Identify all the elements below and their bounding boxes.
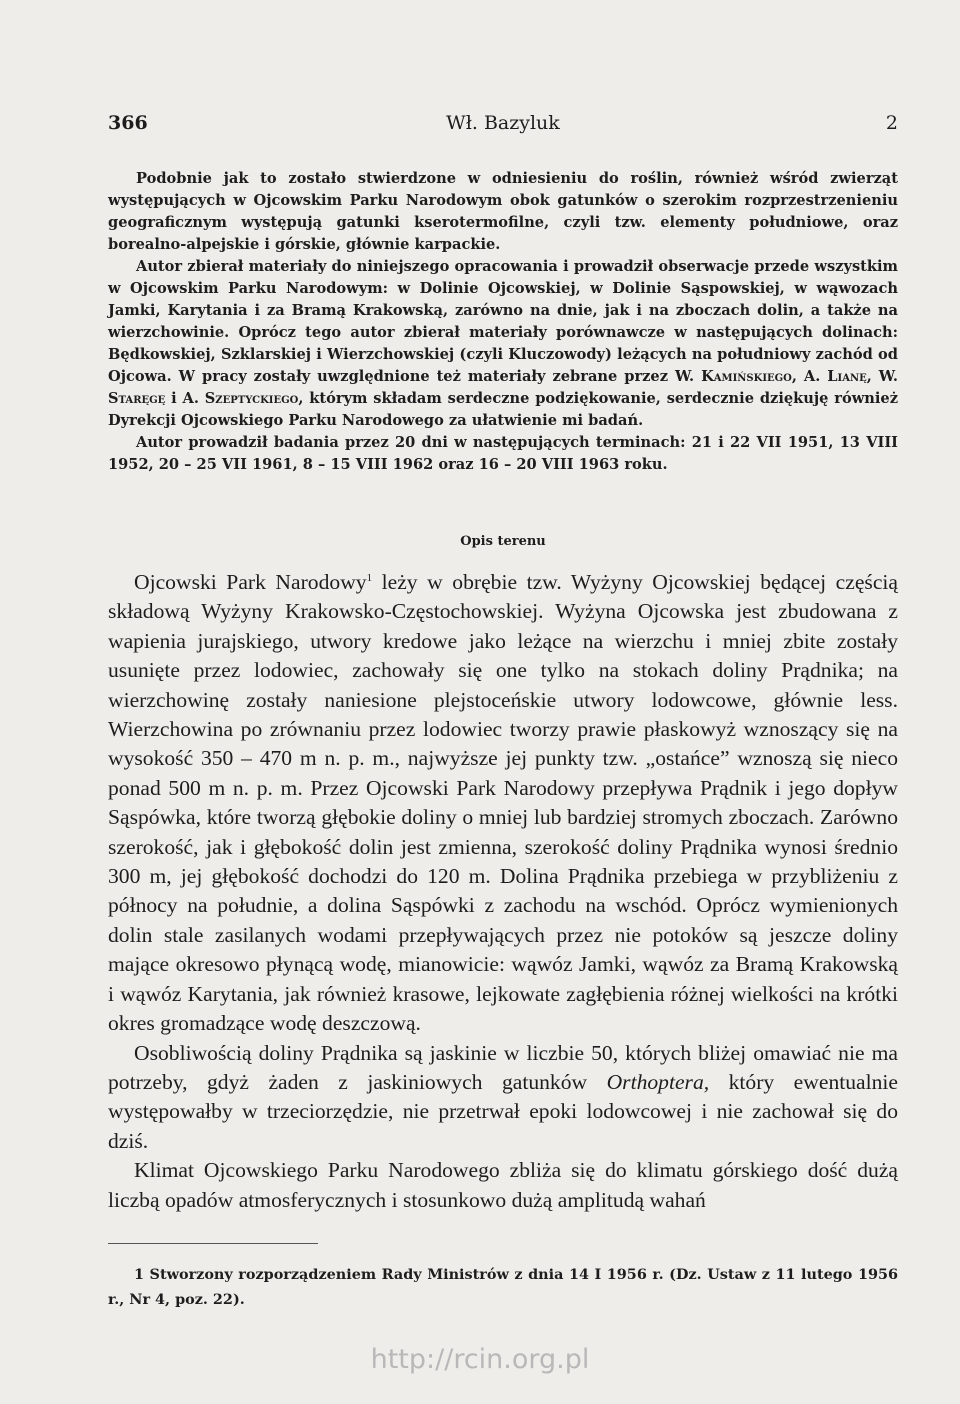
intro-paragraph-1: Podobnie jak to zostało stwierdzone w odniesieniu do roślin, również wśród zwierząt występujących w Ojcowskim Parku Narodowym obok gatunków o szerokim rozprzestrzenieniu geograficznym występują gatunki kserotermofilne, czyli tzw. elementy południowe, oraz borealno-alpejskie i górskie, głównie karpackie.: [108, 170, 898, 253]
footnote: [108, 1262, 898, 1312]
page-number: 366: [108, 112, 148, 134]
body-paragraph-3: Klimat Ojcowskiego Parku Narodowego zbliża się do klimatu górskiego dość dużą liczbą opadów atmosferycznych i stosunkowo dużą amplitudą wahań: [108, 1158, 898, 1212]
watermark-url: http://rcin.org.pl: [370, 1344, 590, 1375]
intro-paragraph-3: Autor prowadził badania przez 20 dni w następujących terminach: 21 i 22 VII 1951, 13 VIII 1952, 20 – 25 VII 1961, 8 – 15 VIII 1962 oraz 16 – 20 VIII 1963 roku.: [108, 434, 898, 473]
separator: , A.: [791, 368, 821, 385]
body-paragraph-2: [108, 1039, 898, 1157]
footnote-text: Stworzony rozporządzeniem Rady Ministrów z dnia 14 I 1956 r. (Dz. Ustaw z 11 lutego 1956 r., Nr 4, poz. 22).: [108, 1266, 898, 1308]
issue-number: 2: [885, 112, 898, 134]
intro-paragraph-2-end: , którym składam serdeczne podziękowanie, serdecznie dziękuję również Dyrekcji Ojcowskiego Parku Narodowego za ułatwienie mi badań.: [108, 390, 898, 429]
footnote-marker: 1: [134, 1266, 145, 1283]
body-paragraph-2-text: Osobliwością doliny Prądnika są jaskinie w liczbie 50, których bliżej omawiać nie ma potrzeby, gdyż żaden z jaskiniowych gatunków: [108, 1040, 898, 1094]
main-text: [108, 568, 898, 1215]
separator: , W.: [866, 368, 898, 385]
body-paragraph-1-text: leży w obrębie tzw. Wyżyny Ojcowskiej będącej częścią składową Wyżyny Krakowsko-Częstochowskiej. Wyżyna Ojcowska jest zbudowana z wapienia jurajskiego, utwory kredowe jako leżące na wierzchu i mniej zbite zostały usunięte przez lodowiec, zachowały się one tylko na stokach doliny Prądnika; na wierzchowinę zostały naniesione plejstoceńskie utwory lodowcowe, głównie less. Wierzchowina po zrównaniu przez lodowiec tworzy prawie płaskowyż wznoszący się na wysokość 350 – 470 m n. p. m., najwyższe jej punkty tzw. „ostańce” wznoszą się nieco ponad 500 m n. p. m. Przez Ojcowski Park Narodowy przepływa Prądnik i jego dopływ Sąspówka, które tworzą głębokie doliny o mniej lub bardziej stromych zboczach. Zarówno szerokość, jak i głębokość dolin jest zmienna, szerokość doliny Prądnika wynosi średnio 300 m, jej głębokość dochodzi do 120 m. Dolina Prądnika przebiega w przybliżeniu z północy na południe, a dolina Sąspówki z zachodu na wschód. Oprócz wymienionych dolin stale zasilanych wodami przepływających przez nie potoków są jeszcze doliny mające okresowo płynącą wodę, mianowicie: wąwóz Jamki, wąwóz za Bramą Krakowską i wąwóz Karytania, jak również krasowe, lejkowate zagłębienia różnej wielkości na krótki okres gromadzące wodę deszczową.: [108, 570, 898, 1036]
separator: i A.: [165, 390, 199, 407]
collector-name: Lianę: [827, 368, 867, 385]
collector-name: Staręgę: [108, 390, 166, 407]
taxon-name: Orthoptera,: [606, 1069, 710, 1094]
introduction: [108, 168, 898, 476]
running-author: Wł. Bazyluk: [446, 112, 560, 134]
collector-name: Kamińskiego: [701, 368, 792, 385]
body-paragraph-1: [108, 568, 898, 1039]
footnote-text-line: [108, 1262, 898, 1312]
intro-paragraph-2: [108, 256, 898, 432]
intro-paragraph-2-text: Autor zbierał materiały do niniejszego opracowania i prowadził obserwacje przede wszystkim w Ojcowskim Parku Narodowym: w Dolinie Ojcowskiej, w Dolinie Sąspowskiej, w wąwozach Jamki, Karytania i za Bramą Krakowską, zarówno na dnie, jak i na zboczach dolin, a także na wierzchowinie. Oprócz tego autor zbierał materiały porównawcze w następujących dolinach: Będkowskiej, Szklarskiej i Wierzchowskiej (czyli Kluczowody) leżących na południowy zachód od Ojcowa. W pracy zostały uwzględnione też materiały zebrane przez W.: [108, 258, 898, 385]
running-header: [108, 112, 898, 142]
footnote-reference: 1: [366, 571, 373, 584]
body-paragraph-2-end: który ewentualnie występowałby w trzeciorzędzie, nie przetrwał epoki lodowcowej i nie zachował się do dziś.: [108, 1069, 898, 1153]
collector-name: Szeptyckiego: [204, 390, 299, 407]
footnote-rule: [108, 1243, 318, 1244]
park-name: Ojcowski Park Narodowy: [134, 570, 367, 594]
section-title: Opis terenu: [460, 534, 546, 549]
